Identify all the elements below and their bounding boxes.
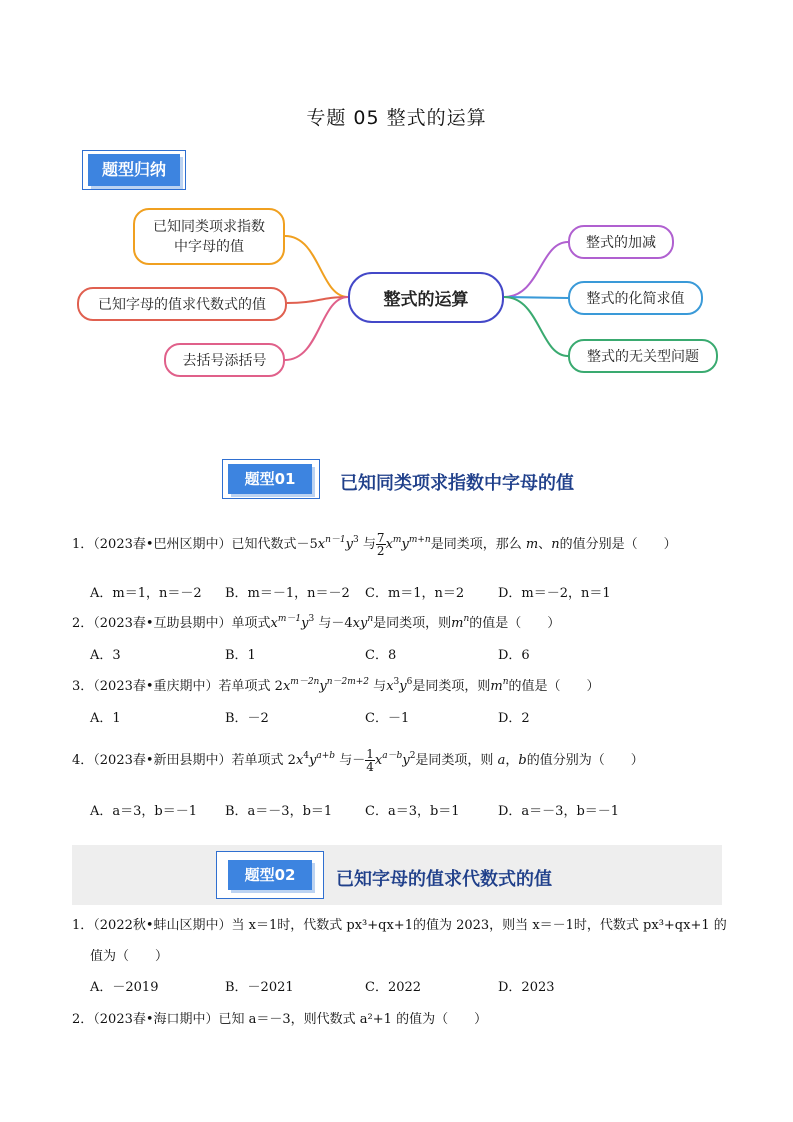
- q1-4-option-a: A．a＝3，b＝－1: [90, 804, 198, 819]
- q1-1-option-a: A．m＝1，n＝－2: [90, 586, 202, 601]
- type02-title: 已知字母的值求代数式的值: [336, 869, 552, 890]
- question-1-1: 1．（2023春•巴州区期中）已知代数式$-5x^{n-1}y^3$ 与 $\frac{7}{2}$ $x^my^{m+n}$是同类项，那么 m、n的值分别是（ ）: [72, 531, 677, 558]
- q1-3-option-c: C．－1: [365, 711, 410, 726]
- mindmap-node-evaluate: 已知字母的值求代数式的值: [77, 287, 287, 321]
- mindmap-node-independent: 整式的无关型问题: [568, 339, 718, 373]
- mindmap-node-like-terms: 已知同类项求指数中字母的值: [133, 208, 285, 265]
- q1-1-option-b: B．m＝－1，n＝－2: [225, 586, 350, 601]
- q1-1-option-c: C．m＝1，n＝2: [365, 586, 465, 601]
- mindmap-node-add-sub: 整式的加减: [568, 225, 674, 259]
- type01-title: 已知同类项求指数中字母的值: [340, 473, 574, 494]
- q2-1-option-d: D．2023: [498, 980, 555, 995]
- q1-2-option-b: B．1: [225, 648, 256, 663]
- q1-2-option-a: A．3: [90, 648, 121, 663]
- mindmap-center: 整式的运算: [348, 272, 504, 323]
- q1-2-option-d: D．6: [498, 648, 530, 663]
- question-1-2: 2．（2023春•互助县期中）单项式$x^{m-1}y^3$ 与$-4xy^n$是同类项，则$m^n$的值是（ ）: [72, 614, 561, 631]
- question-2-1-line2: 值为（ ）: [90, 949, 169, 964]
- q2-1-option-a: A．－2019: [90, 980, 159, 995]
- q1-3-option-b: B．－2: [225, 711, 269, 726]
- q1-1-option-d: D．m＝－2，n＝1: [498, 586, 611, 601]
- mindmap-node-brackets: 去括号添括号: [164, 343, 285, 377]
- question-1-4: 4．（2023春•新田县期中）若单项式 $2x^4y^{a+b}$ 与－ $\frac{1}{4}$ $x^{a-b}y^2$是同类项，则 a，b的值分别为（ ）: [72, 747, 644, 774]
- question-1-3: 3．（2023春•重庆期中）若单项式 $2x^{m-2n}y^{n-2m+2}$ 与$x^3y^6$是同类项，则$m^n$的值是（ ）: [72, 677, 600, 694]
- q2-1-option-c: C．2022: [365, 980, 422, 995]
- q1-3-option-a: A．1: [90, 711, 121, 726]
- section-badge: 题型归纳: [88, 154, 180, 186]
- q1-2-option-c: C．8: [365, 648, 397, 663]
- q1-4-option-d: D．a＝－3，b＝－1: [498, 804, 620, 819]
- q1-3-option-d: D．2: [498, 711, 530, 726]
- q1-4-option-b: B．a＝－3，b＝1: [225, 804, 333, 819]
- type01-badge: 题型01: [228, 464, 312, 494]
- question-2-1-line1: 1．（2022秋•蚌山区期中）当 x＝1时，代数式 px³+qx+1的值为 2023，则当 x＝－1时，代数式 px³+qx+1 的: [72, 918, 727, 933]
- q2-1-option-b: B．－2021: [225, 980, 294, 995]
- mindmap-node-simplify: 整式的化简求值: [568, 281, 703, 315]
- q1-4-option-c: C．a＝3，b＝1: [365, 804, 460, 819]
- question-2-2: 2．（2023春•海口期中）已知 a＝－3，则代数式 a²+1 的值为（ ）: [72, 1012, 488, 1027]
- type02-badge: 题型02: [228, 860, 312, 890]
- page-title: 专题 05 整式的运算: [306, 107, 487, 129]
